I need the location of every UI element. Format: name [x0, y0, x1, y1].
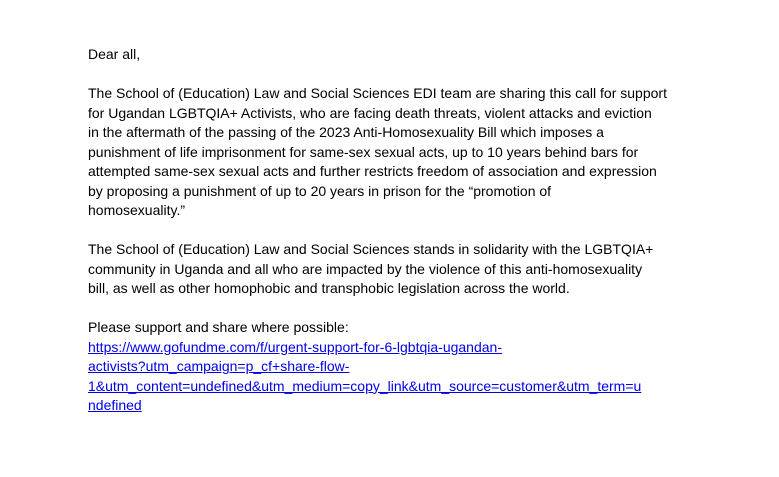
- link-line[interactable]: ndefined: [88, 397, 142, 413]
- link-line[interactable]: https://www.gofundme.com/f/urgent-support-for-6-lgbtqia-ugandan-: [88, 338, 502, 355]
- link-line[interactable]: activists?utm_campaign=p_cf+share-flow-: [88, 358, 350, 374]
- greeting-text: Dear all,: [88, 46, 141, 62]
- paragraph-line: in the aftermath of the passing of the 2023 Anti-Homosexuality Bill which imposes a: [88, 124, 604, 140]
- paragraph-line: for Ugandan LGBTQIA+ Activists, who are facing death threats, violent attacks and eviction: [88, 104, 652, 121]
- support-text: Please support and share where possible:: [88, 319, 349, 335]
- paragraph-line: community in Uganda and all who are impacted by the violence of this anti-homosexuality: [88, 260, 643, 277]
- email-body: [88, 45, 708, 435]
- greeting-paragraph: [88, 45, 708, 65]
- link-line[interactable]: 1&utm_content=undefined&utm_medium=copy_link&utm_source=customer&utm_term=u: [88, 377, 642, 394]
- paragraph-line: attempted same-sex sexual acts and further restricts freedom of association and expression: [88, 163, 657, 179]
- paragraph-line: bill, as well as other homophobic and transphobic legislation across the world.: [88, 280, 570, 296]
- paragraph-line: The School of (Education) Law and Social Sciences stands in solidarity with the LGBTQIA+: [88, 241, 654, 257]
- paragraph-line: by proposing a punishment of up to 20 years in prison for the “promotion of: [88, 182, 552, 199]
- paragraph-line: The School of (Education) Law and Social Sciences EDI team are sharing this call for support: [88, 85, 667, 101]
- paragraph-line: punishment of life imprisonment for same-sex sexual acts, up to 10 years behind bars for: [88, 143, 639, 160]
- call-for-support-paragraph: [88, 84, 708, 221]
- paragraph-line: homosexuality.”: [88, 202, 186, 218]
- gofundme-link[interactable]: [88, 338, 708, 416]
- solidarity-paragraph: [88, 240, 708, 299]
- support-paragraph: [88, 318, 708, 416]
